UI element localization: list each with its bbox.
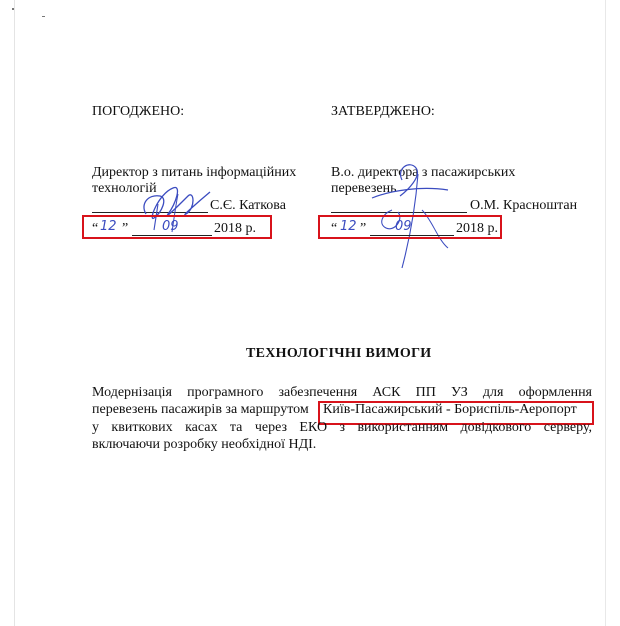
right-block-title-line1: В.о. директора з пасажирських (331, 165, 516, 180)
scan-speck (42, 16, 45, 17)
right-block-title-line2: перевезень (331, 181, 397, 196)
scan-speck (12, 8, 14, 10)
left-block-title-line1: Директор з питань інформаційних (92, 165, 297, 180)
right-block-heading: ЗАТВЕРДЖЕНО: (331, 104, 435, 119)
left-block-title-line2: технологій (92, 181, 157, 196)
route-name: Київ-Пасажирський - Бориспіль-Аеропорт (323, 402, 577, 417)
left-date-month: 09 (162, 219, 179, 234)
right-date-highlight-box (318, 215, 502, 239)
right-date-month: 09 (395, 219, 412, 234)
scan-edge-right (605, 0, 606, 626)
left-signer-name: С.Є. Каткова (210, 198, 286, 213)
right-signer-name: О.М. Красноштан (470, 198, 578, 213)
right-date-open-quote: “ (331, 221, 338, 236)
right-date-day: 12 (340, 219, 357, 234)
left-date-close-quote: ” (122, 221, 129, 236)
scan-edge-left (14, 0, 15, 626)
right-date-year: 2018 р. (456, 221, 498, 236)
left-date-open-quote: “ (92, 221, 99, 236)
paragraph-line-4: включаючи розробку необхідної НДІ. (92, 437, 317, 452)
paragraph-line-3: у квиткових касах та через ЕКО з використанням довідкового серверу, (92, 420, 592, 435)
document-title: ТЕХНОЛОГІЧНІ ВИМОГИ (246, 346, 432, 361)
paragraph-line-2-prefix: перевезень пасажирів за маршрутом (92, 402, 309, 417)
left-date-year: 2018 р. (214, 221, 256, 236)
right-date-close-quote: ” (360, 221, 367, 236)
left-date-highlight-box (82, 215, 272, 239)
left-date-day: 12 (100, 219, 117, 234)
paragraph-line-1: Модернізація програмного забезпечення АСК ПП УЗ для оформлення (92, 385, 592, 400)
left-block-heading: ПОГОДЖЕНО: (92, 104, 185, 119)
